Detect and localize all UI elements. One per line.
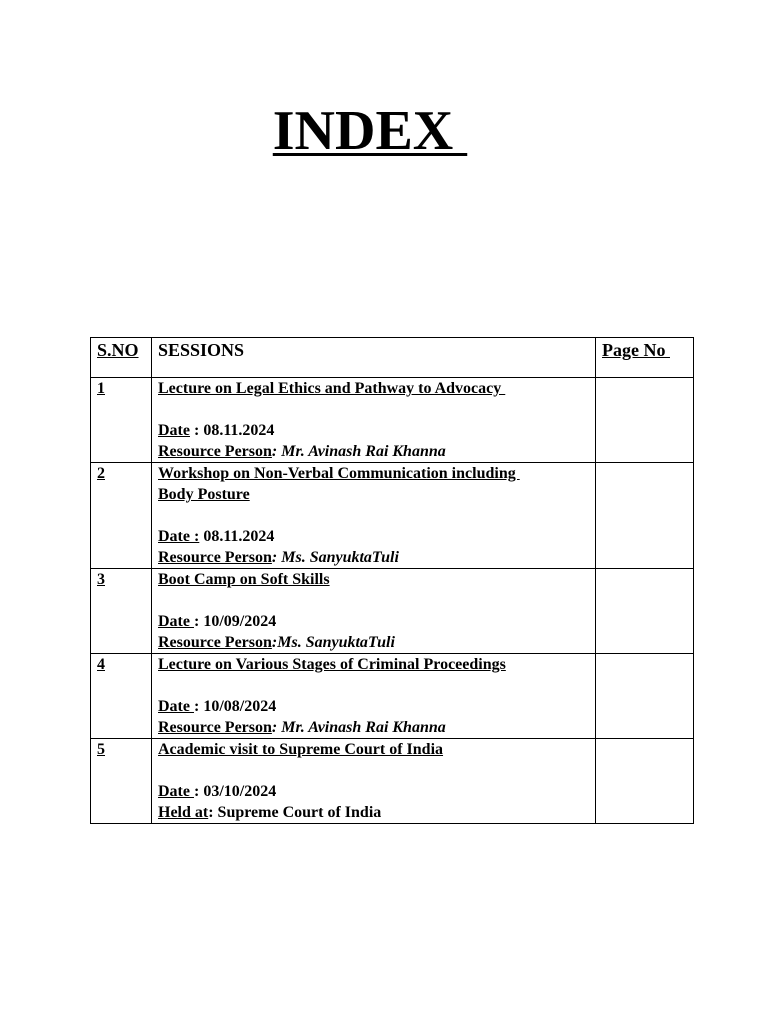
header-sno: S.NO [91,338,152,378]
table-row [91,378,694,463]
row-sno: 4 [91,654,152,739]
person-sep: : [271,443,282,460]
session-person [158,802,589,823]
date-label: Date [158,783,194,800]
date-value: 10/08/2024 [203,698,277,715]
row-sno: 1 [91,378,152,463]
table-row [91,463,694,569]
row-session [152,654,596,739]
person-sep: : [271,634,278,651]
header-row [91,338,694,378]
table-row [91,739,694,824]
person-sep: : [271,719,282,736]
person-value: Ms. SanyuktaTuli [281,549,399,566]
date-value: 08.11.2024 [203,422,275,439]
row-page-no [596,654,694,739]
person-label: Resource Person [158,634,272,651]
date-value: 03/10/2024 [203,783,277,800]
page-title: INDEX [272,100,468,162]
session-title: Lecture on Various Stages of Criminal Proceedings [158,656,506,673]
header-page-no: Page No [596,338,694,378]
row-sno: 2 [91,463,152,569]
date-sep: : [189,422,204,439]
session-person [158,547,589,568]
person-value: Mr. Avinash Rai Khanna [281,443,446,460]
date-label: Date : [158,528,200,545]
session-title: Boot Camp on Soft Skills [158,571,330,588]
session-date [158,420,589,441]
session-person [158,441,589,462]
row-page-no [596,569,694,654]
header-sessions: SESSIONS [152,338,596,378]
index-table [90,337,694,824]
row-session [152,378,596,463]
person-sep: : [208,804,218,821]
session-person [158,717,589,738]
session-title: Workshop on Non-Verbal Communication including [158,465,520,482]
table-row [91,654,694,739]
row-session [152,739,596,824]
person-value: Supreme Court of India [217,804,382,821]
row-page-no [596,463,694,569]
row-page-no [596,739,694,824]
date-sep: : [193,783,204,800]
session-date [158,781,589,802]
row-sno: 3 [91,569,152,654]
row-session [152,569,596,654]
date-value: 08.11.2024 [203,528,275,545]
row-sno: 5 [91,739,152,824]
date-sep: : [193,613,204,630]
person-sep: : [271,549,282,566]
person-label: Held at [158,804,209,821]
row-session [152,463,596,569]
session-title: Academic visit to Supreme Court of India [158,741,444,758]
person-value: Mr. Avinash Rai Khanna [281,719,446,736]
session-date [158,526,589,547]
date-label: Date [158,698,194,715]
date-sep: : [193,698,204,715]
date-value: 10/09/2024 [203,613,277,630]
person-label: Resource Person [158,719,272,736]
table-row [91,569,694,654]
session-title: Lecture on Legal Ethics and Pathway to Advocacy [158,380,506,397]
session-date [158,696,589,717]
row-page-no [596,378,694,463]
person-label: Resource Person [158,549,272,566]
person-label: Resource Person [158,443,272,460]
session-date [158,611,589,632]
session-person [158,632,589,653]
person-value: Ms. SanyuktaTuli [277,634,395,651]
date-label: Date [158,422,190,439]
session-title: Body Posture [158,486,250,503]
date-label: Date [158,613,194,630]
